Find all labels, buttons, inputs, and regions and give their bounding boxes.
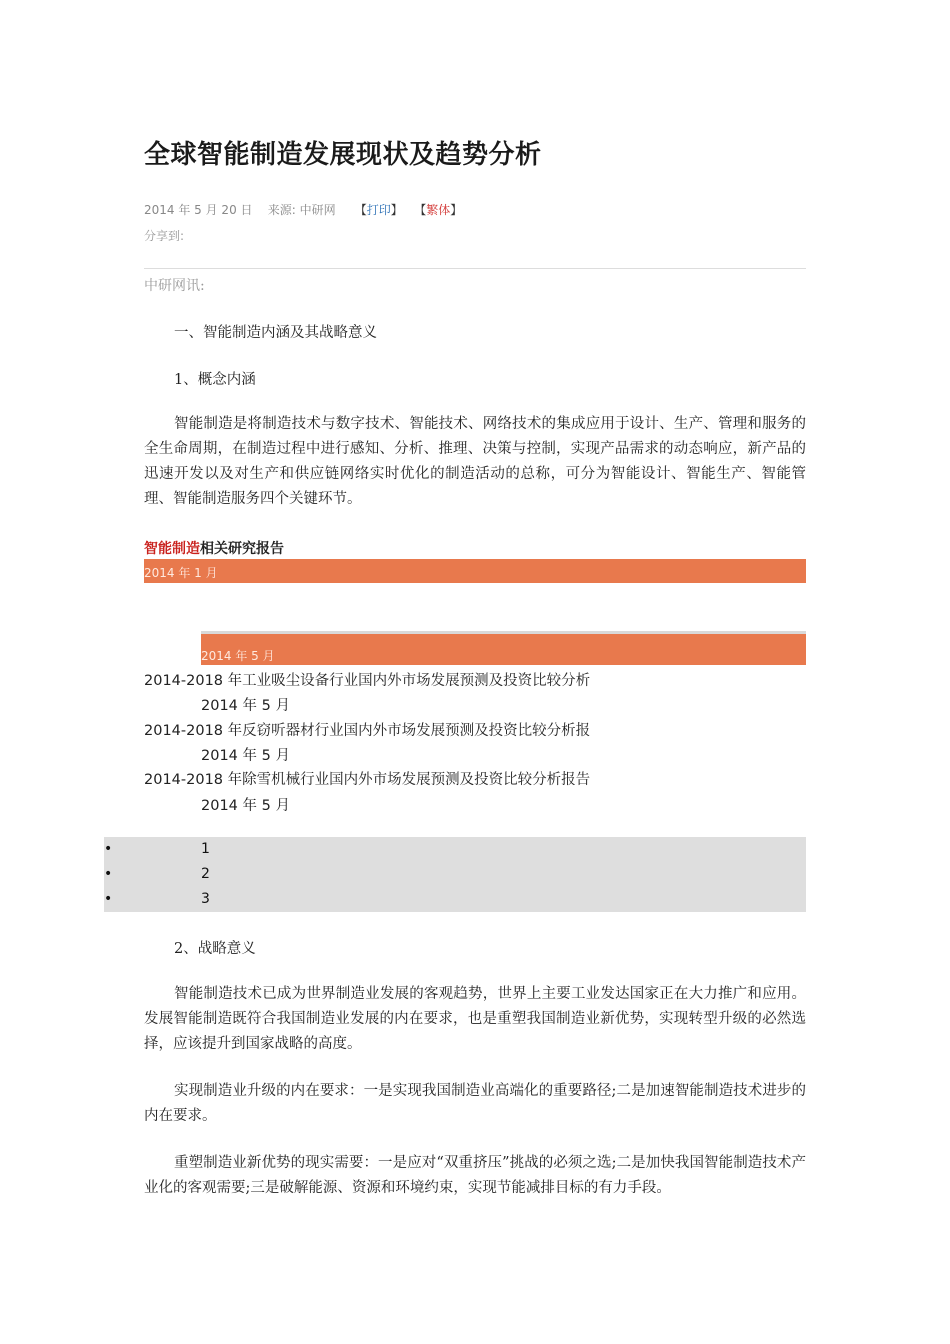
- paragraph-strategy: 智能制造技术已成为世界制造业发展的客观趋势，世界上主要工业发达国家正在大力推广和应用。发展智能制造既符合我国制造业发展的内在要求，也是重塑我国制造业新优势，实现转型升级的必然选择，应该提升到国家战略的高度。: [144, 986, 806, 1052]
- paragraph-upgrade: 实现制造业升级的内在要求：一是实现我国制造业高端化的重要路径;二是加速智能制造技术进步的内在要求。: [144, 1083, 806, 1124]
- report-date: 2014 年 5 月: [201, 798, 290, 814]
- reports-date-bar-secondary-label: 2014 年 5 月: [201, 649, 275, 663]
- page-title: 全球智能制造发展现状及趋势分析: [144, 140, 542, 170]
- section-heading: 一、智能制造内涵及其战略意义: [174, 325, 377, 341]
- related-reports-heading-text: 相关研究报告: [200, 541, 284, 557]
- page-number[interactable]: 1: [201, 841, 210, 857]
- bullet-icon: •: [104, 841, 113, 857]
- report-title-link[interactable]: 2014-2018 年除雪机械行业国内外市场发展预测及投资比较分析报告: [144, 772, 591, 788]
- report-date: 2014 年 5 月: [201, 748, 290, 764]
- bullet-icon: •: [104, 866, 113, 882]
- related-reports-heading: [144, 538, 284, 558]
- traditional-bracket-close: 】: [450, 203, 463, 217]
- bullet-icon: •: [104, 891, 113, 907]
- source-label: 来源: 中研网: [267, 203, 336, 217]
- reports-pagination: [104, 837, 806, 912]
- related-reports-keyword[interactable]: 智能制造: [144, 541, 200, 557]
- header-divider: [144, 268, 806, 269]
- traditional-chinese-link[interactable]: 繁体: [426, 203, 451, 217]
- page-number[interactable]: 3: [201, 891, 210, 907]
- paragraph-concept: 智能制造是将制造技术与数字技术、智能技术、网络技术的集成应用于设计、生产、管理和服务的全生命周期，在制造过程中进行感知、分析、推理、决策与控制，实现产品需求的动态响应，新产品的迅速开发以及对生产和供应链网络实时优化的制造活动的总称，可分为智能设计、智能生产、智能管理、智能制造服务四个关键环节。: [144, 416, 806, 507]
- article-meta: [144, 201, 462, 218]
- reports-date-bar-secondary: [201, 631, 806, 665]
- traditional-bracket-open: 【: [414, 203, 427, 217]
- share-label: 分享到:: [144, 229, 185, 243]
- print-bracket-close: 】: [390, 203, 403, 217]
- reports-date-bar-label: 2014 年 1 月: [144, 566, 218, 580]
- report-date: 2014 年 5 月: [201, 698, 290, 714]
- report-title-link[interactable]: 2014-2018 年工业吸尘设备行业国内外市场发展预测及投资比较分析: [144, 673, 591, 689]
- intro-label: 中研网讯:: [144, 278, 205, 294]
- print-link[interactable]: 打印: [366, 203, 391, 217]
- subsection-heading-concept: 1、概念内涵: [174, 372, 256, 388]
- publish-date: 2014 年 5 月 20 日: [144, 203, 253, 217]
- page-number[interactable]: 2: [201, 866, 210, 882]
- subsection-heading-strategy: 2、战略意义: [174, 941, 256, 957]
- report-title-link[interactable]: 2014-2018 年反窃听器材行业国内外市场发展预测及投资比较分析报: [144, 723, 591, 739]
- reports-date-bar: [144, 559, 806, 583]
- print-bracket-open: 【: [354, 203, 367, 217]
- paragraph-advantage: 重塑制造业新优势的现实需要：一是应对“双重挤压”挑战的必须之选;二是加快我国智能制造技术产业化的客观需要;三是破解能源、资源和环境约束，实现节能减排目标的有力手段。: [144, 1155, 806, 1196]
